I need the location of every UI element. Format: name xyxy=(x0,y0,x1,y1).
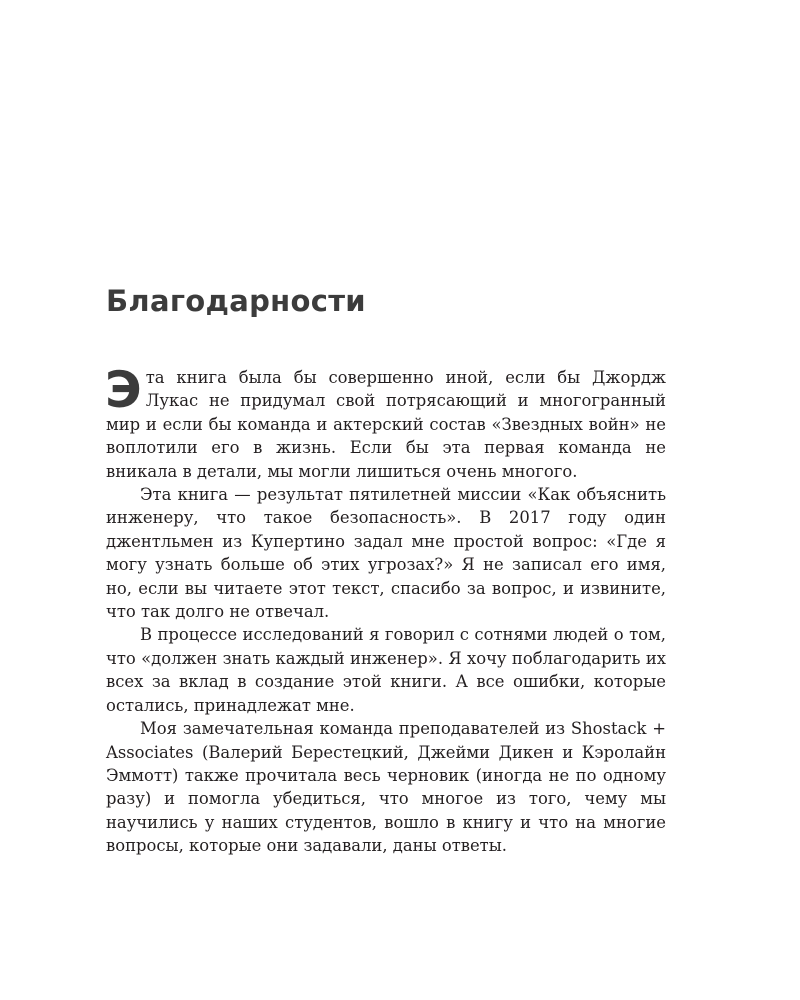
body-text xyxy=(105,361,666,858)
paragraph-1 xyxy=(105,361,666,483)
paragraph-2: Эта книга — результат пятилетней миссии «Как объяснить инженеру, что такое безопасность». В 2017 году один джентльмен из Купертино задал мне простой вопрос: «Где я могу узнать больше об этих угрозах?» Я не записал его имя, но, если вы читаете этот текст, спасибо за вопрос, и извините, что так долго не отвечал. xyxy=(106,485,666,622)
paragraph-3: В процессе исследований я говорил с сотнями людей о том, что «должен знать каждый инженер». Я хочу поблагодарить их всех за вклад в создание этой книги. А все ошибки, которые остались, принадлежат мне. xyxy=(106,625,666,715)
paragraph-1-text: та книга была бы совершенно иной, если бы Джордж Лукас не придумал свой потрясающий и многогранный мир и если бы команда и актерский состав «Звездных войн» не воплотили его в жизнь. Если бы эта первая команда не вникала в детали, мы могли лишиться очень многого. xyxy=(106,368,666,481)
drop-cap: Э xyxy=(105,361,142,419)
chapter-heading: Благодарности xyxy=(106,284,366,318)
paragraph-4: Моя замечательная команда преподавателей из Shostack + Associates (Валерий Берестецкий, Джейми Дикен и Кэролайн Эммотт) также прочитала весь черновик (иногда не по одному разу) и помогла убедиться, что многое из того, чему мы научились у наших студентов, вошло в книгу и что на многие вопросы, которые они задавали, даны ответы. xyxy=(106,719,666,856)
